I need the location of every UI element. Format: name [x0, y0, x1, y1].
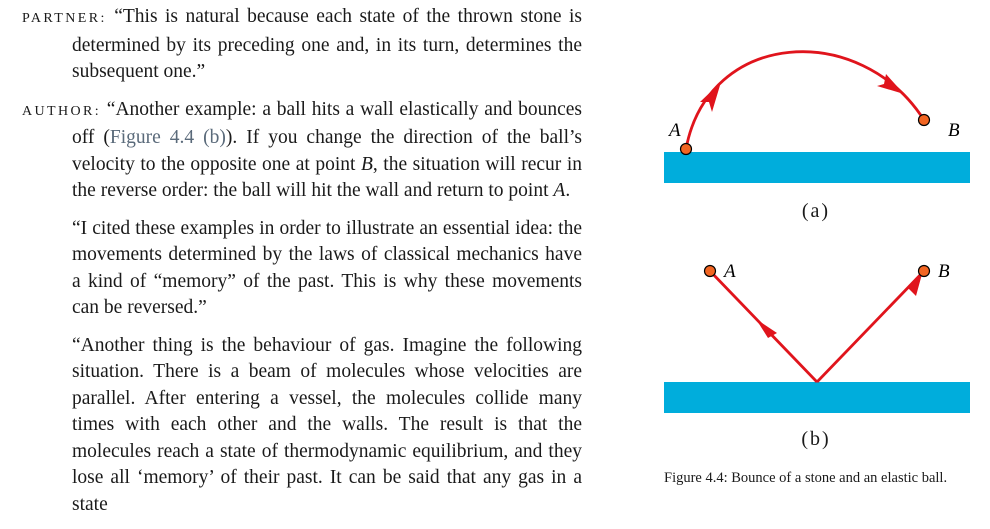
paragraph-text: “Another thing is the behaviour of gas. Imagine the following situation. There is a beam of molecules whose velocities are parallel. After entering a vessel, the molecules collide many times with each other and the walls. The result is that the molecules reach a state of thermodynamic equilibrium, and they lose all ‘memory’ of their past. It can be said that any gas in a state: [72, 334, 582, 515]
label-b-panel-a: B: [948, 120, 960, 141]
paragraph-text: “Another example: a ball hits a wall elastically and bounces off (: [72, 98, 583, 148]
paragraph-text: .: [565, 180, 571, 201]
point-a-symbol: A: [553, 180, 566, 201]
point-a-marker: [705, 266, 716, 277]
paragraph-text: “I cited these examples in order to illustrate an essential idea: the movements determined by the laws of classical mechanics have a kind of “memory” of the past. This is why these movements can be reversed.”: [72, 217, 582, 318]
paragraph-memory: [22, 216, 582, 322]
paragraph-text: , the situation will recur in the reverse order: the ball will hit the wall and return to point: [72, 153, 582, 201]
label-a-panel-a: A: [669, 120, 681, 141]
speaker-label: PARTNER:: [22, 11, 107, 26]
figure-4-4: [660, 0, 980, 508]
point-b-marker: [919, 266, 930, 277]
wall-a: [664, 152, 970, 183]
arrowhead-incoming: [756, 319, 777, 338]
point-b-symbol: B: [360, 153, 373, 175]
label-b-panel-b: B: [938, 261, 950, 282]
speaker-label: AUTHOR:: [22, 103, 102, 119]
ball-path-outgoing: [817, 271, 924, 382]
panel-b-label: (b): [801, 428, 831, 450]
figure-caption: Figure 4.4: Bounce of a stone and an elastic ball.: [664, 470, 948, 486]
wall-b: [664, 382, 970, 413]
stone-trajectory-arc: [686, 52, 924, 149]
point-a-marker: [681, 144, 692, 155]
panel-a-label: (a): [801, 200, 831, 222]
paragraph-text: “This is natural because each state of the thrown stone is determined by its preceding one and, in its turn, determines the subsequent one.”: [72, 6, 582, 82]
figure-reference-link[interactable]: Figure 4.4 (b): [109, 127, 226, 148]
paragraph-text: ). If you change the direction of the ball’s velocity to the opposite one at point: [72, 127, 583, 175]
paragraph-gas: [22, 333, 582, 519]
paragraph-author: [22, 97, 582, 205]
label-a-panel-b: A: [724, 261, 736, 282]
text-column: [22, 4, 582, 529]
point-b-marker: [919, 115, 930, 126]
paragraph-partner: [22, 4, 582, 86]
arrowhead-left: [700, 82, 721, 112]
